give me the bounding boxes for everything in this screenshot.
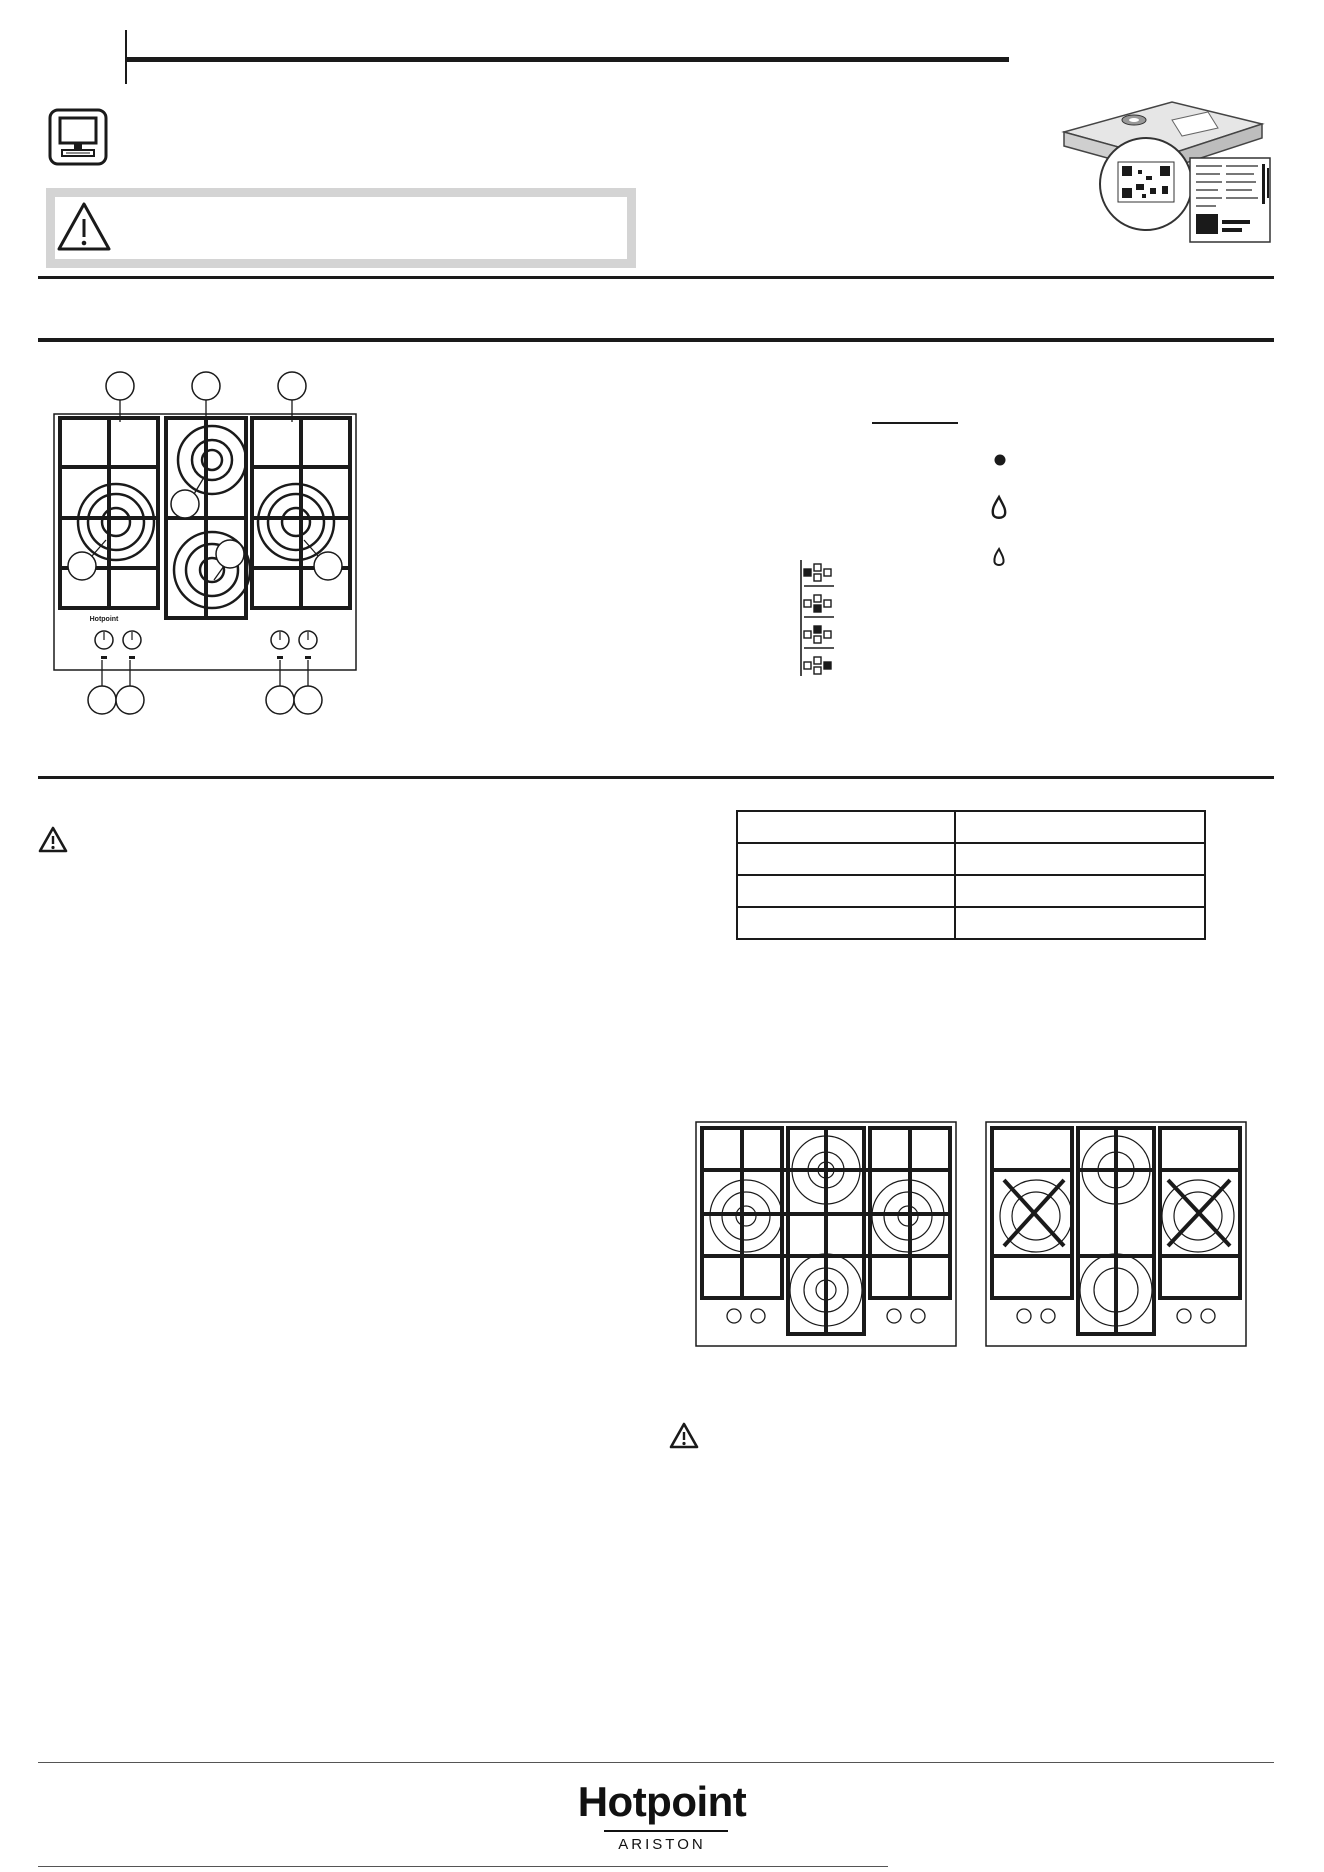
section-rule-3 [38, 776, 1274, 779]
table-cell [955, 875, 1205, 907]
footer-rule [38, 1762, 1274, 1763]
table-row [737, 907, 1205, 939]
hob-product-diagram [44, 370, 364, 720]
rating-plate-location-illustration [1062, 98, 1282, 248]
table-cell [737, 811, 955, 843]
brand-logo-name: Hotpoint [577, 1778, 747, 1825]
safety-warning-box [46, 188, 636, 268]
section-rule-1 [38, 276, 1274, 279]
small-flame-icon [993, 548, 1005, 568]
table-cell [955, 843, 1205, 875]
table-cell [955, 907, 1205, 939]
warning-triangle-icon [56, 201, 112, 253]
warning-triangle-icon [669, 1422, 699, 1450]
hob-panel-logo: Hotpoint [89, 616, 119, 623]
legend-underline [872, 422, 958, 424]
table-cell [737, 875, 955, 907]
grid-placement-wrong-diagram [984, 1120, 1248, 1350]
grid-placement-correct-diagram [694, 1120, 958, 1350]
bottom-rule [38, 1866, 888, 1867]
table-cell [955, 811, 1205, 843]
brand-logo-sub: ARISTON [618, 1836, 706, 1853]
brand-logo-divider [604, 1830, 728, 1832]
burner-position-icons [800, 558, 836, 678]
computer-monitor-icon [48, 108, 108, 166]
section-rule-2 [38, 338, 1274, 342]
table-cell [737, 843, 955, 875]
specification-table [736, 810, 1206, 940]
table-row [737, 875, 1205, 907]
large-flame-icon [991, 496, 1007, 522]
dot-off-icon [993, 453, 1007, 467]
table-row [737, 811, 1205, 843]
header-rule [125, 57, 1009, 62]
warning-triangle-icon [38, 826, 68, 854]
table-cell [737, 907, 955, 939]
table-row [737, 843, 1205, 875]
